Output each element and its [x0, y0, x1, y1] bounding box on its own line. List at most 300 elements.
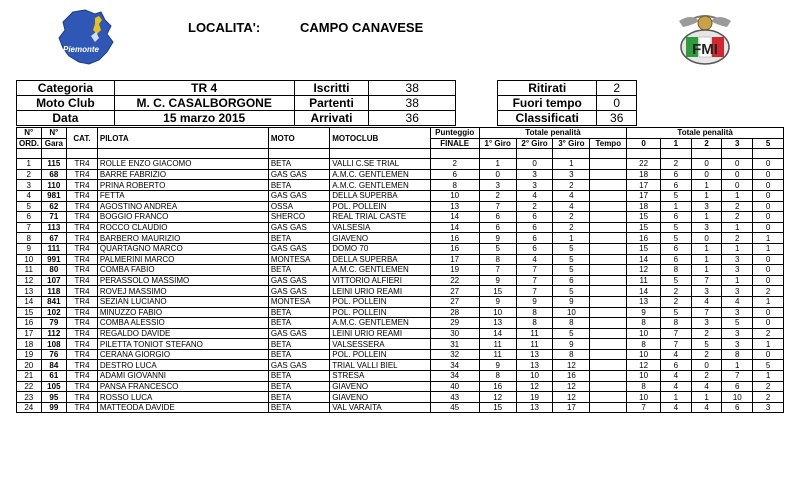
header-pen-0: 0 [627, 138, 661, 149]
cell-giro-3: 2 [553, 212, 590, 223]
cell-pen-5: 5 [753, 360, 784, 371]
cell-ord: 19 [17, 349, 42, 360]
cell-tempo [590, 201, 627, 212]
cell-pen-1: 1 [661, 201, 692, 212]
cell-giro-1: 5 [479, 243, 516, 254]
cell-pen-3: 5 [722, 318, 753, 329]
header-ord: ORD. [17, 138, 42, 149]
header-pen-5: 5 [753, 138, 784, 149]
cell-pen-0: 8 [627, 381, 661, 392]
cell-pen-2: 4 [691, 296, 722, 307]
ritirati-label: Ritirati [498, 81, 597, 96]
cell-pen-1: 2 [661, 159, 692, 170]
cell-giro-1: 15 [479, 286, 516, 297]
cell-pen-3: 0 [722, 169, 753, 180]
table-row [17, 328, 784, 339]
cell-gara: 68 [41, 169, 67, 180]
table-row [17, 190, 784, 201]
cell-giro-3: 3 [553, 169, 590, 180]
cell-pen-0: 10 [627, 349, 661, 360]
cell-tempo [590, 318, 627, 329]
cell-pen-2: 1 [691, 243, 722, 254]
localita-label: LOCALITA': [188, 20, 261, 35]
cell-pen-3: 1 [722, 190, 753, 201]
cell-pen-1: 4 [661, 381, 692, 392]
cell-giro-1: 15 [479, 402, 516, 413]
cell-motoclub: DOMO 70 [330, 243, 430, 254]
cell-moto: BETA [268, 307, 329, 318]
cell-pen-2: 4 [691, 402, 722, 413]
cell-tempo [590, 402, 627, 413]
cell-pilota: PERASSOLO MASSIMO [97, 275, 268, 286]
cell-giro-3: 2 [553, 222, 590, 233]
cell-giro-1: 11 [479, 349, 516, 360]
cell-pen-1: 7 [661, 339, 692, 350]
cell-motoclub: VALLI C.SE TRIAL [330, 159, 430, 170]
cell-moto: BETA [268, 381, 329, 392]
cell-pen-3: 3 [722, 254, 753, 265]
cell-moto: BETA [268, 180, 329, 191]
cell-giro-3: 16 [553, 371, 590, 382]
cell-pen-0: 11 [627, 275, 661, 286]
cell-pen-3: 3 [722, 328, 753, 339]
cell-giro-1: 13 [479, 318, 516, 329]
cell-pen-0: 17 [627, 190, 661, 201]
cell-pen-1: 6 [661, 360, 692, 371]
cell-pen-0: 8 [627, 339, 661, 350]
cell-giro-3: 5 [553, 254, 590, 265]
cell-finale: 13 [430, 201, 479, 212]
cell-pen-0: 22 [627, 159, 661, 170]
cell-pen-0: 12 [627, 360, 661, 371]
header-pen-3: 3 [722, 138, 753, 149]
cell-pen-5: 2 [753, 381, 784, 392]
cell-finale: 34 [430, 371, 479, 382]
header-giro-2: 2° Giro [516, 138, 553, 149]
cell-pilota: BARBERO MAURIZIO [97, 233, 268, 244]
cell-moto: SHERCO [268, 212, 329, 223]
cell-tempo [590, 233, 627, 244]
cell-finale: 27 [430, 286, 479, 297]
cell-pilota: COMBA ALESSIO [97, 318, 268, 329]
cell-cat: TR4 [67, 212, 98, 223]
cell-tempo [590, 339, 627, 350]
cell-gara: 76 [41, 349, 67, 360]
table-row [17, 254, 784, 265]
cell-ord: 2 [17, 169, 42, 180]
table-row [17, 392, 784, 403]
cell-giro-3: 1 [553, 159, 590, 170]
cell-tempo [590, 307, 627, 318]
cell-cat: TR4 [67, 392, 98, 403]
cell-pen-5: 0 [753, 159, 784, 170]
cell-giro-3: 4 [553, 201, 590, 212]
cell-pilota: MATTEODA DAVIDE [97, 402, 268, 413]
cell-motoclub: POL. POLLEIN [330, 296, 430, 307]
cell-giro-2: 4 [516, 190, 553, 201]
cell-pilota: FETTA [97, 190, 268, 201]
cell-giro-2: 13 [516, 349, 553, 360]
localita-value: CAMPO CANAVESE [300, 20, 424, 35]
cell-gara: 112 [41, 328, 67, 339]
cell-cat: TR4 [67, 381, 98, 392]
cell-pen-3: 2 [722, 233, 753, 244]
header-moto: MOTO [268, 128, 329, 149]
cell-giro-2: 6 [516, 212, 553, 223]
cell-finale: 29 [430, 318, 479, 329]
piemonte-logo [55, 8, 117, 66]
cell-pen-3: 7 [722, 371, 753, 382]
table-row [17, 233, 784, 244]
cell-giro-2: 4 [516, 254, 553, 265]
cell-giro-1: 11 [479, 339, 516, 350]
cell-giro-2: 6 [516, 222, 553, 233]
header-giro-3: 3° Giro [553, 138, 590, 149]
cell-giro-1: 6 [479, 212, 516, 223]
cell-moto: GAS GAS [268, 360, 329, 371]
cell-pilota: QUARTAGNO MARCO [97, 243, 268, 254]
header-cat: CAT. [67, 128, 98, 149]
header-gara: Gara [41, 138, 67, 149]
cell-ord: 9 [17, 243, 42, 254]
cell-cat: TR4 [67, 180, 98, 191]
partenti-value: 38 [369, 96, 456, 111]
cell-pen-5: 2 [753, 392, 784, 403]
cell-pilota: ROSSO LUCA [97, 392, 268, 403]
cell-pen-0: 10 [627, 392, 661, 403]
cell-pen-0: 12 [627, 265, 661, 276]
cell-pen-3: 3 [722, 265, 753, 276]
cell-finale: 6 [430, 169, 479, 180]
cell-finale: 28 [430, 307, 479, 318]
cell-pen-0: 8 [627, 318, 661, 329]
cell-motoclub: DELLA SUPERBA [330, 254, 430, 265]
cell-pen-0: 14 [627, 286, 661, 297]
cell-finale: 27 [430, 296, 479, 307]
cell-pen-2: 0 [691, 360, 722, 371]
cell-finale: 40 [430, 381, 479, 392]
cell-pen-2: 1 [691, 190, 722, 201]
cell-pen-1: 6 [661, 254, 692, 265]
cell-cat: TR4 [67, 222, 98, 233]
cell-finale: 10 [430, 190, 479, 201]
cell-giro-2: 3 [516, 169, 553, 180]
cell-moto: GAS GAS [268, 328, 329, 339]
cell-giro-2: 6 [516, 243, 553, 254]
table-row [17, 222, 784, 233]
ritirati-value: 2 [597, 81, 637, 96]
table-row [17, 296, 784, 307]
cell-giro-3: 5 [553, 265, 590, 276]
cell-pen-1: 8 [661, 318, 692, 329]
cell-cat: TR4 [67, 371, 98, 382]
cell-pen-5: 1 [753, 371, 784, 382]
cell-cat: TR4 [67, 233, 98, 244]
cell-pen-2: 3 [691, 318, 722, 329]
cell-pen-5: 0 [753, 180, 784, 191]
cell-ord: 20 [17, 360, 42, 371]
cell-giro-3: 4 [553, 190, 590, 201]
cell-pen-0: 15 [627, 222, 661, 233]
cell-giro-3: 5 [553, 328, 590, 339]
cell-pen-3: 3 [722, 286, 753, 297]
cell-tempo [590, 243, 627, 254]
cell-ord: 1 [17, 159, 42, 170]
cell-pen-1: 4 [661, 402, 692, 413]
race-info-table [16, 80, 456, 126]
arrivati-label: Arrivati [294, 111, 369, 126]
cell-giro-2: 13 [516, 360, 553, 371]
cell-giro-2: 7 [516, 275, 553, 286]
cell-pilota: ROVEJ MASSIMO [97, 286, 268, 297]
cell-gara: 71 [41, 212, 67, 223]
cell-ord: 13 [17, 286, 42, 297]
table-row [17, 339, 784, 350]
cell-ord: 16 [17, 318, 42, 329]
header-finale: FINALE [430, 138, 479, 149]
header-motoclub: MOTOCLUB [330, 128, 430, 149]
cell-gara: 80 [41, 265, 67, 276]
cell-finale: 2 [430, 159, 479, 170]
cell-gara: 111 [41, 243, 67, 254]
arrivati-value: 36 [369, 111, 456, 126]
cell-motoclub: DELLA SUPERBA [330, 190, 430, 201]
cell-cat: TR4 [67, 339, 98, 350]
cell-giro-2: 19 [516, 392, 553, 403]
cell-giro-1: 9 [479, 360, 516, 371]
categoria-value: TR 4 [114, 81, 294, 96]
cell-gara: 113 [41, 222, 67, 233]
cell-pilota: PRINA ROBERTO [97, 180, 268, 191]
cell-moto: BETA [268, 392, 329, 403]
cell-moto: BETA [268, 159, 329, 170]
cell-cat: TR4 [67, 243, 98, 254]
cell-gara: 95 [41, 392, 67, 403]
cell-pilota: ROCCO CLAUDIO [97, 222, 268, 233]
cell-pen-1: 5 [661, 233, 692, 244]
cell-finale: 45 [430, 402, 479, 413]
cell-pilota: ROLLE ENZO GIACOMO [97, 159, 268, 170]
cell-gara: 107 [41, 275, 67, 286]
cell-pen-5: 0 [753, 275, 784, 286]
cell-pen-2: 3 [691, 286, 722, 297]
cell-pilota: AGOSTINO ANDREA [97, 201, 268, 212]
cell-pen-0: 13 [627, 296, 661, 307]
table-row [17, 381, 784, 392]
cell-giro-1: 16 [479, 381, 516, 392]
cell-tempo [590, 360, 627, 371]
cell-giro-3: 9 [553, 296, 590, 307]
cell-pen-2: 4 [691, 381, 722, 392]
cell-motoclub: VALSESIA [330, 222, 430, 233]
cell-pen-0: 14 [627, 254, 661, 265]
cell-pen-3: 3 [722, 339, 753, 350]
cell-giro-1: 10 [479, 307, 516, 318]
iscritti-value: 38 [369, 81, 456, 96]
cell-finale: 22 [430, 275, 479, 286]
cell-pen-5: 0 [753, 254, 784, 265]
cell-giro-2: 7 [516, 265, 553, 276]
cell-pen-2: 3 [691, 201, 722, 212]
cell-giro-1: 9 [479, 275, 516, 286]
race-stats-table [497, 80, 637, 126]
cell-moto: GAS GAS [268, 190, 329, 201]
cell-pilota: PANSA FRANCESCO [97, 381, 268, 392]
cell-pen-2: 7 [691, 307, 722, 318]
cell-giro-1: 6 [479, 222, 516, 233]
cell-tempo [590, 222, 627, 233]
cell-cat: TR4 [67, 275, 98, 286]
cell-cat: TR4 [67, 159, 98, 170]
table-row [17, 159, 784, 170]
cell-giro-2: 13 [516, 402, 553, 413]
cell-motoclub: GIAVENO [330, 233, 430, 244]
cell-pen-3: 1 [722, 275, 753, 286]
cell-giro-3: 5 [553, 286, 590, 297]
cell-gara: 79 [41, 318, 67, 329]
cell-pen-3: 4 [722, 296, 753, 307]
cell-pen-5: 0 [753, 265, 784, 276]
cell-giro-3: 12 [553, 360, 590, 371]
cell-pen-2: 2 [691, 349, 722, 360]
cell-finale: 30 [430, 328, 479, 339]
cell-ord: 5 [17, 201, 42, 212]
cell-moto: MONTESA [268, 296, 329, 307]
cell-cat: TR4 [67, 318, 98, 329]
cell-motoclub: POL. POLLEIN [330, 201, 430, 212]
table-row [17, 275, 784, 286]
cell-finale: 16 [430, 243, 479, 254]
cell-pen-5: 0 [753, 307, 784, 318]
cell-pen-3: 1 [722, 222, 753, 233]
table-row [17, 265, 784, 276]
cell-gara: 84 [41, 360, 67, 371]
cell-moto: BETA [268, 318, 329, 329]
cell-pen-1: 5 [661, 222, 692, 233]
cell-giro-2: 3 [516, 180, 553, 191]
cell-ord: 22 [17, 381, 42, 392]
cell-pilota: PALMERINI MARCO [97, 254, 268, 265]
cell-pilota: ADAMI GIOVANNI [97, 371, 268, 382]
cell-cat: TR4 [67, 201, 98, 212]
cell-giro-3: 8 [553, 349, 590, 360]
header-n-ord: N° [17, 128, 42, 139]
cell-tempo [590, 349, 627, 360]
cell-pen-1: 5 [661, 307, 692, 318]
cell-pen-3: 8 [722, 349, 753, 360]
cell-pen-1: 2 [661, 296, 692, 307]
cell-moto: BETA [268, 371, 329, 382]
table-row [17, 402, 784, 413]
table-row [17, 180, 784, 191]
cell-pen-2: 1 [691, 392, 722, 403]
cell-finale: 43 [430, 392, 479, 403]
cell-pen-0: 17 [627, 180, 661, 191]
cell-giro-1: 9 [479, 233, 516, 244]
cell-motoclub: STRESA [330, 371, 430, 382]
cell-pen-5: 0 [753, 201, 784, 212]
cell-pen-3: 2 [722, 201, 753, 212]
cell-finale: 17 [430, 254, 479, 265]
header-n-gara: N° [41, 128, 67, 139]
cell-moto: BETA [268, 339, 329, 350]
cell-pilota: MINUZZO FABIO [97, 307, 268, 318]
cell-tempo [590, 381, 627, 392]
cell-pen-0: 10 [627, 371, 661, 382]
fuori-tempo-value: 0 [597, 96, 637, 111]
cell-pen-0: 10 [627, 328, 661, 339]
motoclub-value: M. C. CASALBORGONE [114, 96, 294, 111]
cell-giro-1: 2 [479, 190, 516, 201]
header-tempo: Tempo [590, 138, 627, 149]
cell-moto: OSSA [268, 201, 329, 212]
cell-pen-2: 3 [691, 222, 722, 233]
cell-finale: 19 [430, 265, 479, 276]
data-label: Data [17, 111, 115, 126]
cell-pen-3: 6 [722, 402, 753, 413]
cell-gara: 67 [41, 233, 67, 244]
cell-pen-5: 1 [753, 243, 784, 254]
cell-giro-2: 12 [516, 381, 553, 392]
cell-giro-2: 11 [516, 339, 553, 350]
cell-motoclub: REAL TRIAL CASTE [330, 212, 430, 223]
cell-gara: 99 [41, 402, 67, 413]
classificati-label: Classificati [498, 111, 597, 126]
fuori-tempo-label: Fuori tempo [498, 96, 597, 111]
cell-giro-3: 1 [553, 233, 590, 244]
cell-pen-0: 18 [627, 169, 661, 180]
cell-moto: GAS GAS [268, 286, 329, 297]
cell-moto: BETA [268, 349, 329, 360]
cell-cat: TR4 [67, 286, 98, 297]
cell-ord: 8 [17, 233, 42, 244]
cell-pen-2: 7 [691, 275, 722, 286]
cell-pen-1: 5 [661, 275, 692, 286]
cell-giro-1: 8 [479, 254, 516, 265]
cell-pen-5: 0 [753, 318, 784, 329]
cell-ord: 7 [17, 222, 42, 233]
cell-motoclub: POL. POLLEIN [330, 349, 430, 360]
cell-pen-0: 15 [627, 212, 661, 223]
cell-giro-3: 10 [553, 307, 590, 318]
header-punteggio: Punteggio [430, 128, 479, 139]
cell-pen-5: 1 [753, 296, 784, 307]
cell-gara: 108 [41, 339, 67, 350]
cell-finale: 32 [430, 349, 479, 360]
classificati-value: 36 [597, 111, 637, 126]
cell-gara: 841 [41, 296, 67, 307]
cell-pilota: BOGGIO FRANCO [97, 212, 268, 223]
cell-pen-2: 1 [691, 212, 722, 223]
cell-gara: 105 [41, 381, 67, 392]
cell-giro-3: 2 [553, 180, 590, 191]
cell-giro-1: 1 [479, 159, 516, 170]
cell-ord: 15 [17, 307, 42, 318]
cell-ord: 3 [17, 180, 42, 191]
cell-ord: 6 [17, 212, 42, 223]
cell-motoclub: A.M.C. GENTLEMEN [330, 318, 430, 329]
cell-pen-1: 2 [661, 286, 692, 297]
cell-giro-1: 3 [479, 180, 516, 191]
iscritti-label: Iscritti [294, 81, 369, 96]
cell-pen-5: 3 [753, 402, 784, 413]
cell-finale: 14 [430, 222, 479, 233]
cell-giro-2: 6 [516, 233, 553, 244]
cell-pen-2: 1 [691, 254, 722, 265]
cell-gara: 62 [41, 201, 67, 212]
cell-pen-2: 5 [691, 339, 722, 350]
cell-ord: 10 [17, 254, 42, 265]
